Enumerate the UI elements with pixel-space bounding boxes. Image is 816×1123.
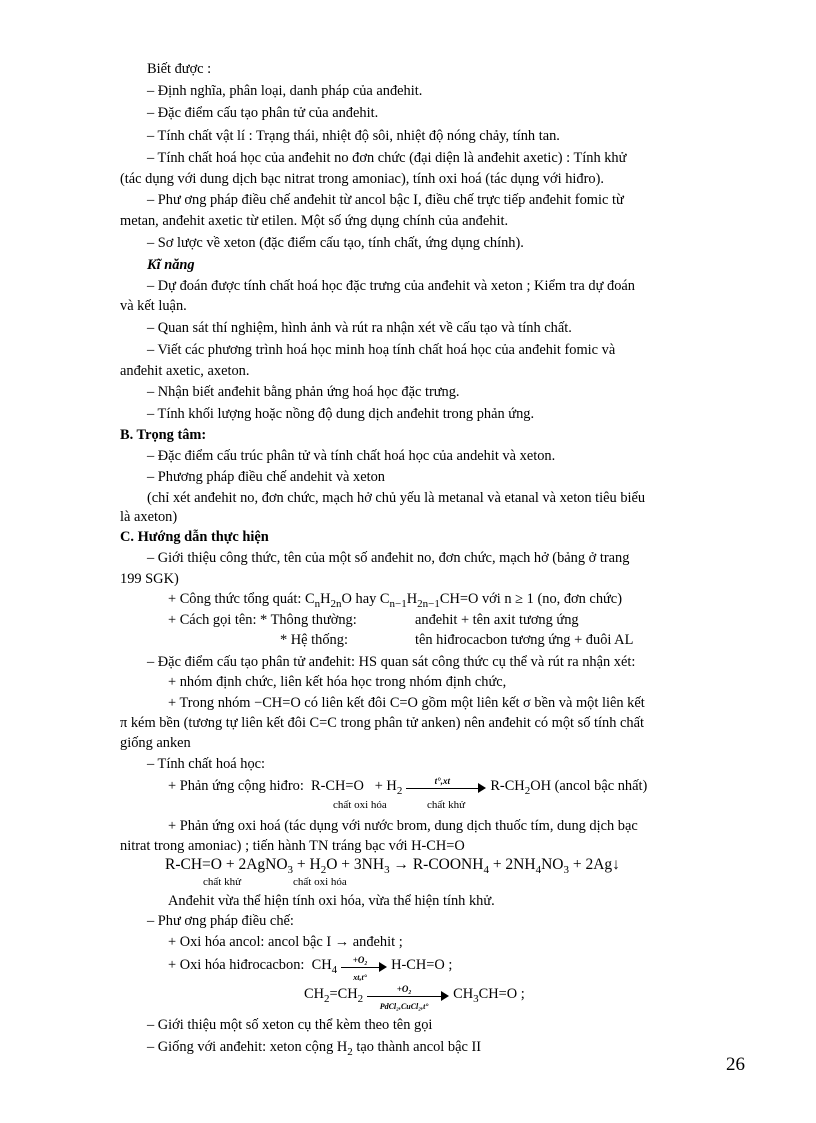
text-line: – Đặc điểm cấu trúc phân tử và tính chất hoá học của andehit và xeton.: [147, 448, 556, 464]
text-line: – Sơ lược về xeton (đặc điểm cấu tạo, tính chất, ứng dụng chính).: [147, 235, 524, 251]
text-line: nitrat trong amoniac) ; tiến hành TN tráng bạc với H-CH=O: [120, 838, 465, 854]
text-line: – Giới thiệu công thức, tên của một số anđehit no, đơn chức, mạch hở (bảng ở trang: [147, 550, 630, 566]
text-line: + Cách gọi tên: * Thông thường:: [168, 612, 357, 628]
text-line: giống anken: [120, 735, 191, 751]
text-line: – Phương pháp điều chế andehit và xeton: [147, 469, 386, 485]
reaction-annotation: chất oxi hóa: [293, 876, 347, 888]
text-line: – Giới thiệu một số xeton cụ thể kèm theo tên gọi: [147, 1017, 433, 1033]
text-line: – Đặc điểm cấu tạo phân tử anđehit: HS quan sát công thức cụ thể và rút ra nhận xét:: [147, 654, 636, 670]
text-line: – Tính chất hoá học của anđehit no đơn chức (đại diện là anđehit axetic) : Tính khử: [147, 150, 627, 166]
reaction-annotation: chất khử: [427, 799, 466, 811]
formula-line: + Công thức tổng quát: $C_nH_{2n}O$ hay $C_{n-1}H_{2n-1}CH=O$ với n ≥ 1 (no, đơn chức): [168, 591, 622, 610]
text-line: + nhóm định chức, liên kết hóa học trong nhóm định chức,: [168, 674, 507, 690]
reaction-hydro: + Phản ứng cộng hiđro: $R-CH=O + H_2$ t°,xt $R-CH_2OH$ (ancol bậc nhất): [168, 775, 648, 797]
text-line: – Tính khối lượng hoặc nồng độ dung dịch anđehit trong phản ứng.: [147, 406, 535, 422]
reaction-hydrocarbon: + Oxi hóa hiđrocacbon: $CH_4$ $\frac{\text{+O₂}}{xt,t^\circ}$ H-CH=O ;: [168, 954, 453, 982]
reaction-annotation: chất oxi hóa: [333, 799, 387, 811]
text-line: – Phư ơng pháp điều chế:: [147, 913, 294, 929]
text-line: – Phư ơng pháp điều chế anđehit từ ancol bậc I, điều chế trực tiếp anđehit fomic từ: [147, 192, 624, 208]
section-heading: C. Hướng dẫn thực hiện: [120, 529, 269, 545]
arrow-icon: +O₂ PdCl₂,CuCl₂,t°: [367, 988, 449, 1002]
text-line: * Hệ thống:: [280, 632, 348, 648]
text-line: + Phản ứng oxi hoá (tác dụng với nước brom, dung dịch thuốc tím, dung dịch bạc: [168, 818, 638, 834]
reaction-silver-mirror: R-CH=O + 2AgNO$_3$ + $H_2O + 3NH_3$ → $R-COONH_4 + 2NH_4NO_3$ + 2Ag↓: [165, 856, 620, 877]
page-number: 26: [726, 1054, 745, 1075]
text-line: – Quan sát thí nghiệm, hình ảnh và rút ra nhận xét về cấu tạo và tính chất.: [147, 320, 572, 336]
text-line: anđehit axetic, axeton.: [120, 363, 250, 379]
text-line: – Nhận biết anđehit bằng phản ứng hoá học đặc trưng.: [147, 384, 460, 400]
reaction-ethylene: $CH_2=CH_2$ +O₂ PdCl₂,CuCl₂,t° $CH_3CH=O$ ;: [304, 983, 525, 1011]
text-line: – Viết các phương trình hoá học minh hoạ tính chất hoá học của anđehit fomic và: [147, 342, 616, 358]
section-subheading: Kĩ năng: [147, 257, 195, 273]
text-line: + Oxi hóa ancol: ancol bậc I → anđehit ;: [168, 934, 403, 950]
section-heading: B. Trọng tâm:: [120, 427, 207, 443]
text-line: tên hiđrocacbon tương ứng + đuôi AL: [415, 632, 634, 648]
reaction-annotation: chất khử: [203, 876, 242, 888]
text-line: metan, anđehit axetic từ etilen. Một số ứng dụng chính của anđehit.: [120, 213, 509, 229]
text-line: và kết luận.: [120, 298, 187, 314]
text-line: 199 SGK): [120, 571, 179, 587]
text-line: – Dự đoán được tính chất hoá học đặc trưng của anđehit và xeton ; Kiểm tra dự đoán: [147, 278, 635, 294]
text-line: anđehit + tên axit tương ứng: [415, 612, 579, 628]
text-line: – Tính chất vật lí : Trạng thái, nhiệt độ sôi, nhiệt độ nóng chảy, tính tan.: [147, 128, 560, 144]
text-line: (tác dụng với dung dịch bạc nitrat trong amoniac), tính oxi hoá (tác dụng với hiđro).: [120, 171, 604, 187]
arrow-icon: $\frac{\text{+O₂}}{xt,t^\circ}$: [341, 959, 387, 973]
text-line: Anđehit vừa thể hiện tính oxi hóa, vừa thể hiện tính khử.: [168, 893, 495, 909]
text-line: – Đặc điểm cấu tạo phân tử của anđehit.: [147, 105, 379, 121]
text-line: – Định nghĩa, phân loại, danh pháp của anđehit.: [147, 83, 423, 99]
arrow-icon: t°,xt: [406, 780, 486, 794]
text-line: + Trong nhóm −CH=O có liên kết đôi C=O gồm một liên kết σ bền và một liên kết: [168, 695, 645, 711]
text-line: – Giống với anđehit: xeton cộng $H_2$ tạo thành ancol bậc II: [147, 1039, 482, 1058]
text-line: π kém bền (tương tự liên kết đôi C=C trong phân tử anken) nên anđehit có một số tính chất: [120, 715, 644, 731]
text-line: Biết được :: [147, 61, 212, 77]
text-line: là axeton): [120, 509, 178, 525]
text-line: – Tính chất hoá học:: [147, 756, 266, 772]
text-line: (chỉ xét anđehit no, đơn chức, mạch hở chủ yếu là metanal và etanal và xeton tiêu biểu: [147, 490, 646, 506]
